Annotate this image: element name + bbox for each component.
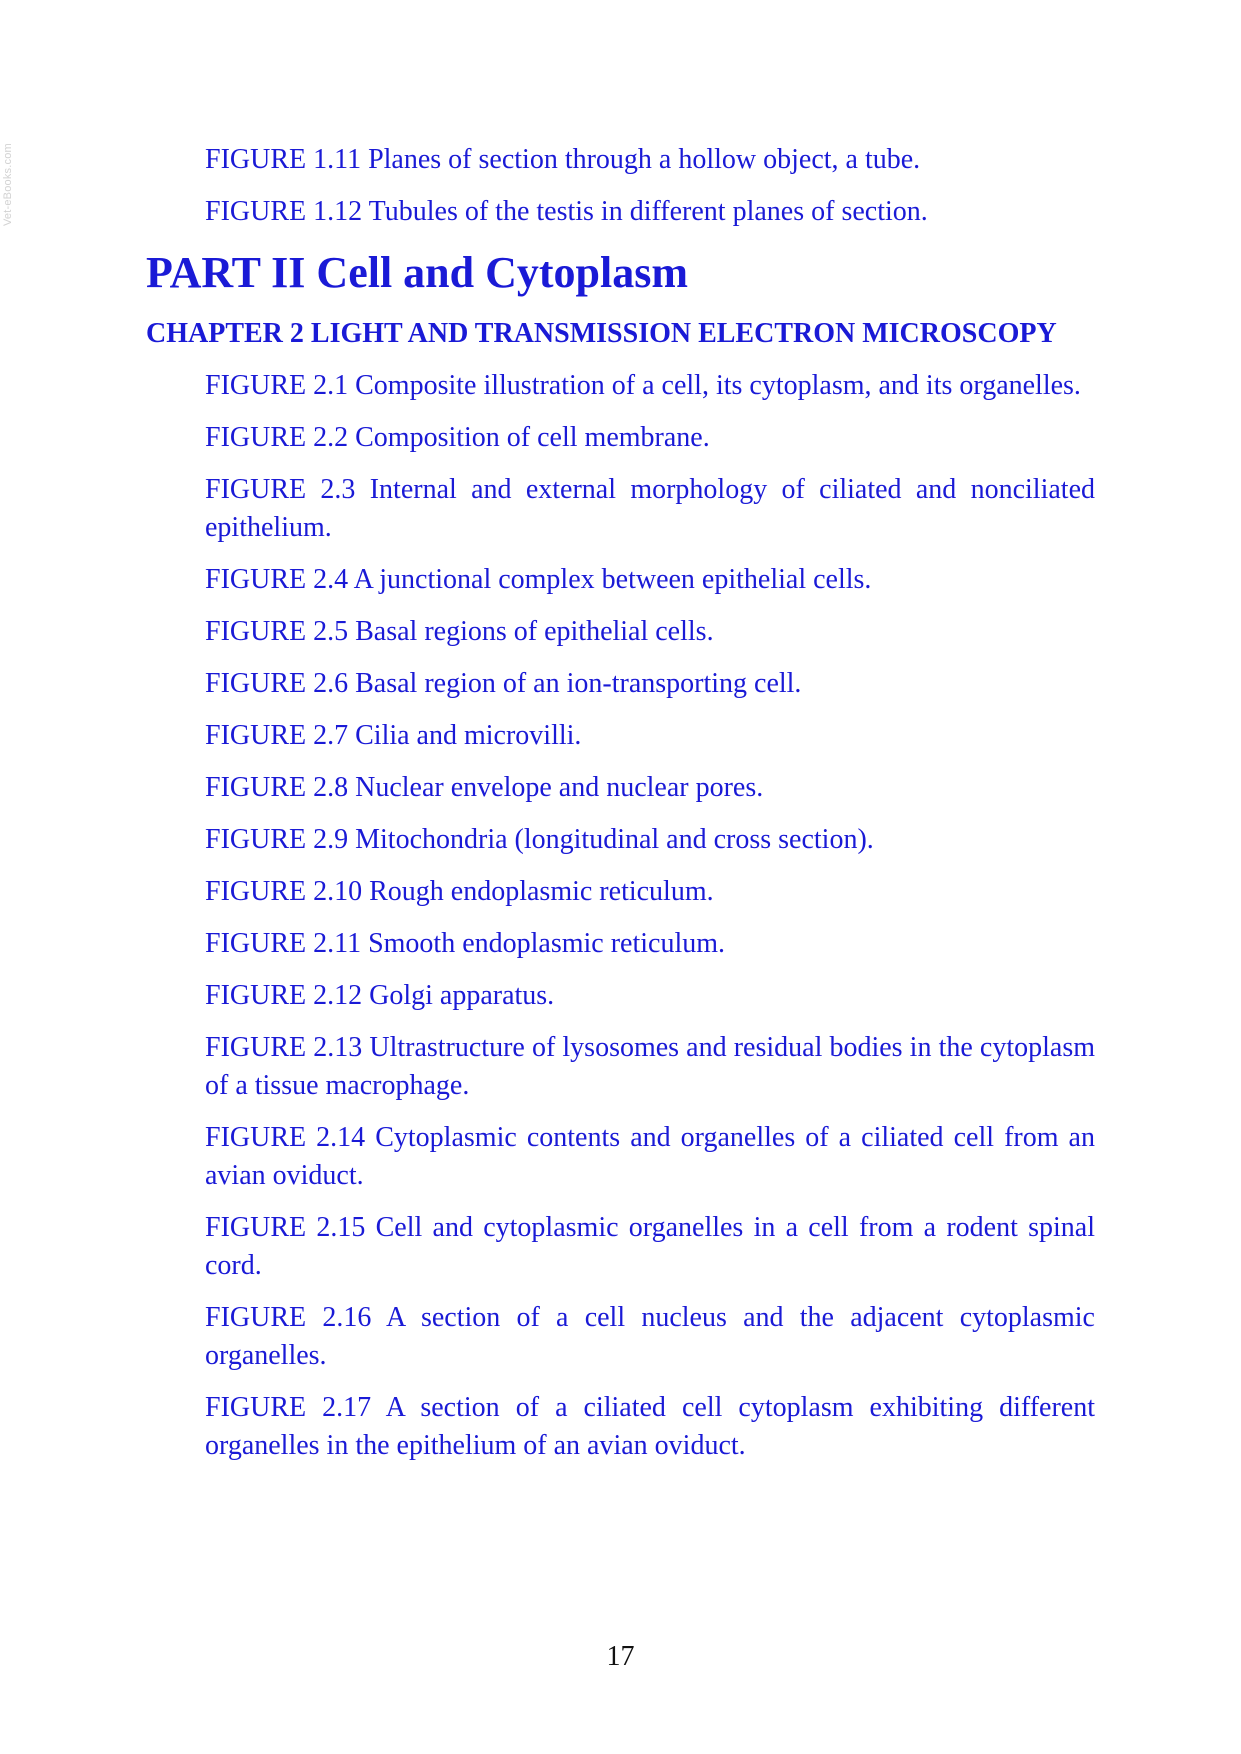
page-number: 17 (606, 1641, 635, 1672)
toc-entry[interactable]: FIGURE 2.8 Nuclear envelope and nuclear pores. (205, 772, 764, 803)
toc-entry[interactable]: FIGURE 2.9 Mitochondria (longitudinal and cross section). (205, 824, 874, 855)
toc-entry[interactable]: FIGURE 2.15 Cell and cytoplasmic organelles in a cell from a rodent spinal cord. (205, 1212, 1095, 1281)
toc-entry[interactable]: FIGURE 2.16 A section of a cell nucleus and the adjacent cytoplasmic organelles. (205, 1302, 1095, 1371)
toc-entry[interactable]: FIGURE 1.11 Planes of section through a hollow object, a tube. (205, 144, 921, 175)
toc-entry[interactable]: FIGURE 2.17 A section of a ciliated cell cytoplasm exhibiting different organelles in the epithelium of an avian oviduct. (205, 1392, 1095, 1461)
toc-entry[interactable]: FIGURE 2.1 Composite illustration of a cell, its cytoplasm, and its organelles. (205, 370, 1081, 401)
toc-entry[interactable]: FIGURE 2.6 Basal region of an ion-transporting cell. (205, 668, 802, 699)
toc-entry[interactable]: FIGURE 2.7 Cilia and microvilli. (205, 720, 582, 751)
toc-content (146, 141, 1095, 1479)
toc-entry[interactable]: FIGURE 2.10 Rough endoplasmic reticulum. (205, 876, 714, 907)
chapter-title[interactable]: CHAPTER 2 LIGHT AND TRANSMISSION ELECTRON MICROSCOPY (146, 318, 1057, 349)
toc-entry[interactable]: FIGURE 2.14 Cytoplasmic contents and organelles of a ciliated cell from an avian oviduct. (205, 1122, 1095, 1191)
part-title[interactable]: PART II Cell and Cytoplasm (146, 248, 689, 297)
watermark: Vet-eBooks.com (2, 143, 14, 226)
toc-entry[interactable]: FIGURE 2.13 Ultrastructure of lysosomes and residual bodies in the cytoplasm of a tissue macrophage. (205, 1032, 1095, 1101)
toc-entry[interactable]: FIGURE 2.11 Smooth endoplasmic reticulum. (205, 928, 726, 959)
toc-entry[interactable]: FIGURE 2.2 Composition of cell membrane. (205, 422, 710, 453)
toc-entry[interactable]: FIGURE 2.5 Basal regions of epithelial cells. (205, 616, 714, 647)
toc-entry[interactable]: FIGURE 2.3 Internal and external morphology of ciliated and nonciliated epithelium. (205, 474, 1095, 543)
toc-entry[interactable]: FIGURE 2.12 Golgi apparatus. (205, 980, 555, 1011)
toc-entry[interactable]: FIGURE 2.4 A junctional complex between epithelial cells. (205, 564, 872, 595)
toc-entry[interactable]: FIGURE 1.12 Tubules of the testis in different planes of section. (205, 196, 928, 227)
